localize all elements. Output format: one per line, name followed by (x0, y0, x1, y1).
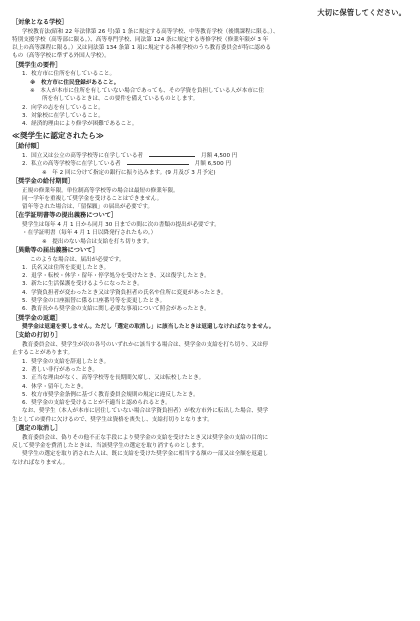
requirement-item: 4．経済的理由により修学が困難であること。 (22, 121, 138, 128)
certificate-section (12, 212, 406, 245)
change-item: 1．氏名又は住所を変更したとき。 (22, 264, 110, 271)
target-school-heading: ［対象となる学校］ (12, 19, 68, 26)
change-intro: このような場合は、届出が必要です。 (30, 256, 125, 263)
leader-line (127, 164, 189, 165)
amount-label: 2．私立の高等学校等に在学している者 (22, 161, 121, 168)
cancel-heading: ［選定の取消し］ (12, 425, 62, 433)
stop-item: 3．正当な理由がなく、高等学校等を長期間欠席し、又は転校したとき。 (22, 375, 205, 382)
stop-intro: 止することがあります。 (12, 350, 74, 357)
requirement-note: ※ 本人が本市に住所を有していない場合であっても、その学資を負担している人が本市に住 (30, 87, 264, 94)
stop-item: 5．枚方市奨学金条例に基づく教育委員会規則の規定に違反したとき。 (22, 391, 199, 398)
target-school-line: もの（高等学校に準ずる外国人学校）。 (12, 53, 110, 60)
target-school-section (12, 19, 406, 61)
amount-value: 月額 6,500 円 (194, 161, 232, 168)
stop-intro: 教育委員会は、奨学生が次の各号のいずれかに該当する場合は、奨学金の支給を打ち切り、又は停 (22, 342, 269, 349)
amount-heading: ［給付額］ (12, 143, 43, 151)
stop-section (12, 332, 406, 424)
amount-note: ※ 年 2 回に分けて指定の銀行に振り込みます。(9 月及び 3 月予定) (42, 169, 216, 176)
change-item: 2．退学・転校・休学・留年・停学処分を受けたとき、又は復学したとき。 (22, 273, 210, 280)
amount-section (12, 143, 406, 176)
change-item: 5．奨学金の口座振替に係る口座番号等を変更したとき。 (22, 297, 166, 304)
amount-row (12, 160, 406, 168)
change-section (12, 247, 406, 314)
leader-line (149, 156, 195, 157)
stop-heading: ［支給の打切り］ (12, 332, 62, 340)
change-item: 4．学資負担者が変わったとき又は学資負担者の氏名や住所に変更があったとき。 (22, 289, 227, 296)
cancel-line: 教育委員会は、偽りその他不正な手段により奨学金の支給を受けたとき又は奨学金の支給の目的に (22, 434, 269, 441)
cancel-line: 反して奨学金を費消したときは、当該奨学生の選定を取り消すものとします。 (12, 442, 208, 449)
period-line: 正規の修業年限。単位制高等学校等の場合は最短の修業年限。 (22, 187, 179, 194)
change-item: 3．新たに生活保護を受けるようになったとき。 (22, 281, 143, 288)
amount-label: 1．国立又は公立の高等学校等に在学している者 (22, 153, 144, 160)
target-school-line: 特別支援学校（高等部に限る。）、高等専門学校、同法第 124 条に規定する専修学校（修業年限が 3 年 (12, 36, 269, 43)
keep-notice: 大切に保管してください。 (317, 8, 406, 17)
period-line: 同一学年を重複して奨学金を受けることはできません。 (22, 195, 163, 202)
cancel-line: 奨学生の選定を取り消された人は、既に支給を受けた奨学金に相当する額の一部又は全額を返還し (22, 451, 269, 458)
change-item: 6．教育長から奨学金の支給に関し必要な事項について照会があったとき。 (22, 306, 210, 313)
requirement-item: 2．向学の志を有していること。 (22, 104, 104, 111)
certificate-note: ※ 提出のない場合は支給を打ち切ります。 (42, 238, 153, 245)
cancel-section (12, 425, 406, 467)
requirement-item: 3．対象校に在学していること。 (22, 112, 104, 119)
stop-outro: なお、奨学生（本人が本市に居住していない場合は学資負担者）が枚方市外に転出した場合、奨学 (22, 408, 269, 415)
section-title: ≪奨学生に認定されたら≫ (12, 131, 104, 141)
certificate-heading: ［在学証明書等の提出義務について］ (12, 212, 118, 220)
target-school-line: 学校教育法(昭和 22 年法律第 26 号)第 1 条に規定する高等学校、中等教育学校（後期課程に限る。）、 (22, 28, 279, 35)
amount-row (12, 152, 406, 160)
refund-line: 奨学金は返還を要しません。ただし「選定の取消し」に該当したときは返還しなければなりません。 (22, 324, 275, 331)
requirements-section (12, 62, 406, 129)
stop-item: 4．休学・留年したとき。 (22, 383, 87, 390)
refund-section (12, 315, 406, 332)
period-section (12, 178, 406, 211)
requirement-note: 所を有しているときは、この要件を備えているものとします。 (42, 96, 199, 103)
certificate-line: ・在学証明書（毎年 4 月 1 日以降発行されたもの。） (22, 230, 157, 237)
period-line: 留年等された場合は、「留保願」の届出が必要です。 (22, 204, 154, 211)
requirement-note-bold: ※ 枚方市に住民登録があること。 (30, 79, 120, 86)
stop-outro: 生としての要件に欠けるので、奨学生は資格を喪失し、支給打切りとなります。 (12, 416, 213, 423)
requirement-item: 1．枚方市に住所を有していること。 (22, 71, 116, 78)
target-school-line: 以上の高等課程に限る。）又は同法第 134 条第 1 項に規定する各種学校のうち教育委員会が特に認める (12, 45, 272, 52)
requirements-heading: ［奨学生の要件］ (12, 61, 62, 69)
cancel-line: なければなりません。 (12, 459, 69, 466)
stop-item: 1．奨学金の支給を辞退したとき。 (22, 358, 110, 365)
refund-heading: ［奨学金の返還］ (12, 314, 62, 322)
stop-item: 6．奨学金の支給を受けることが不適当と認められるとき。 (22, 400, 171, 407)
amount-value: 月額 4,500 円 (201, 153, 238, 160)
period-heading: ［奨学金の給付期間］ (12, 177, 74, 185)
certificate-line: 奨学生は毎年 4 月 1 日から同月 30 日までの間に次の書類の提出が必要です。 (22, 222, 220, 229)
stop-item: 2．著しい非行があったとき。 (22, 366, 98, 373)
change-heading: ［異動等の届出義務について］ (12, 246, 99, 254)
